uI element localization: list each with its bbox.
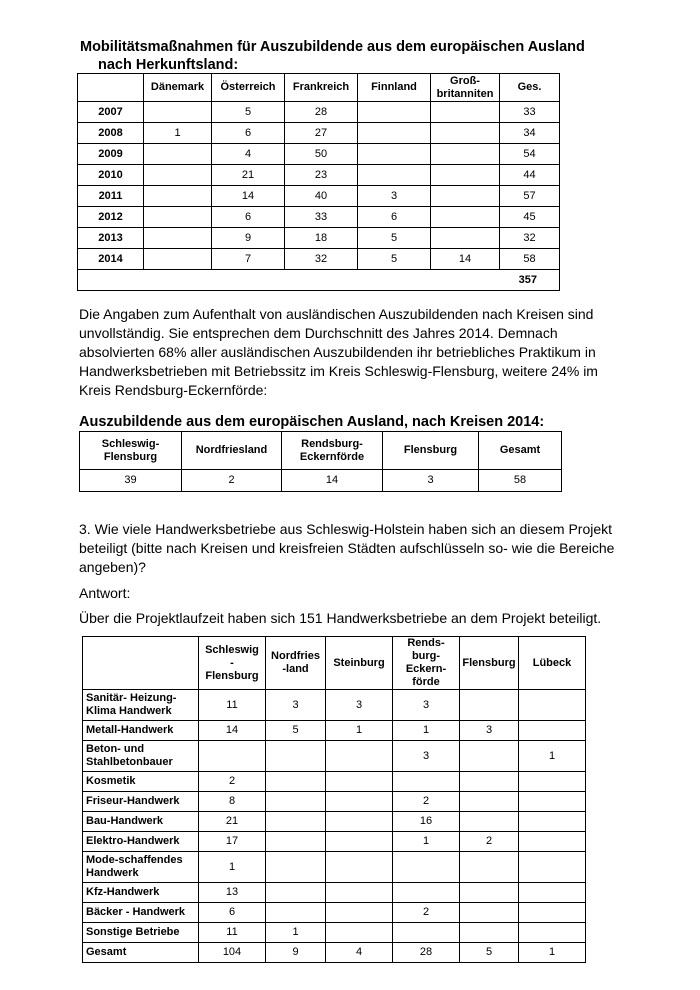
paragraph-foreign-apprentices: Die Angaben zum Aufenthalt von ausländischen Auszubildenden nach Kreisen sind unvollständig. Sie entsprechen dem Durchschnitt des Jahres 2014. Demnach absolvierten 68% aller ausländischen Auszubildenden ihr betriebliches Praktikum in Handwerksbetrieben mit Betriebssitz im Kreis Schleswig-Flensburg, weitere 24% im Kreis Rendsburg-Eckernförde: bbox=[79, 306, 598, 398]
count-cell: 54 bbox=[500, 144, 560, 165]
table-row bbox=[83, 690, 586, 721]
count-cell: 2 bbox=[199, 772, 266, 792]
trade-name-cell: Elektro-Handwerk bbox=[83, 832, 199, 852]
count-cell bbox=[431, 165, 500, 186]
count-cell bbox=[358, 123, 431, 144]
count-cell: 58 bbox=[500, 249, 560, 270]
table-row bbox=[83, 943, 586, 963]
count-cell: 50 bbox=[285, 144, 358, 165]
year-cell: 2014 bbox=[78, 249, 144, 270]
count-cell: 3 bbox=[393, 690, 460, 721]
table-row bbox=[78, 228, 560, 249]
district-value: 3 bbox=[383, 470, 479, 492]
count-cell: 14 bbox=[199, 721, 266, 741]
count-cell: 3 bbox=[393, 741, 460, 772]
trade-header bbox=[83, 637, 199, 690]
table-row bbox=[83, 792, 586, 812]
answer-text: Über die Projektlaufzeit haben sich 151 Handwerksbetriebe an dem Projekt beteiligt. bbox=[79, 610, 602, 626]
count-cell: 34 bbox=[500, 123, 560, 144]
count-cell: 21 bbox=[199, 812, 266, 832]
count-cell bbox=[460, 690, 519, 721]
table-row bbox=[78, 186, 560, 207]
count-cell bbox=[144, 102, 212, 123]
count-cell bbox=[266, 903, 326, 923]
count-cell: 1 bbox=[144, 123, 212, 144]
count-cell bbox=[393, 923, 460, 943]
count-cell bbox=[144, 144, 212, 165]
count-cell bbox=[460, 852, 519, 883]
count-cell: 40 bbox=[285, 186, 358, 207]
district-value: 39 bbox=[80, 470, 182, 492]
country-header bbox=[78, 74, 144, 102]
count-cell: 3 bbox=[326, 690, 393, 721]
count-cell bbox=[326, 852, 393, 883]
count-cell: 32 bbox=[500, 228, 560, 249]
count-cell: 11 bbox=[199, 690, 266, 721]
year-cell: 2012 bbox=[78, 207, 144, 228]
count-cell: 33 bbox=[285, 207, 358, 228]
count-cell: 1 bbox=[519, 741, 586, 772]
table-row bbox=[83, 852, 586, 883]
count-cell bbox=[358, 165, 431, 186]
count-cell bbox=[199, 741, 266, 772]
count-cell bbox=[393, 772, 460, 792]
count-cell bbox=[266, 832, 326, 852]
count-cell: 33 bbox=[500, 102, 560, 123]
table-row bbox=[78, 165, 560, 186]
count-cell bbox=[266, 741, 326, 772]
count-cell bbox=[519, 772, 586, 792]
trade-table bbox=[82, 636, 586, 963]
count-cell bbox=[460, 812, 519, 832]
count-cell: 3 bbox=[460, 721, 519, 741]
table-row bbox=[78, 249, 560, 270]
count-cell bbox=[519, 690, 586, 721]
country-table bbox=[77, 73, 560, 291]
trade-name-cell: Beton- und Stahlbetonbauer bbox=[83, 741, 199, 772]
trade-name-cell: Friseur-Handwerk bbox=[83, 792, 199, 812]
count-cell: 3 bbox=[358, 186, 431, 207]
table-row bbox=[83, 721, 586, 741]
trade-name-cell: Bau-Handwerk bbox=[83, 812, 199, 832]
country-header: Österreich bbox=[212, 74, 285, 102]
count-cell: 5 bbox=[358, 228, 431, 249]
trade-header: Steinburg bbox=[326, 637, 393, 690]
count-cell: 8 bbox=[199, 792, 266, 812]
trade-name-cell: Gesamt bbox=[83, 943, 199, 963]
trade-header: Lübeck bbox=[519, 637, 586, 690]
count-cell: 6 bbox=[358, 207, 431, 228]
count-cell: 23 bbox=[285, 165, 358, 186]
trade-name-cell: Kosmetik bbox=[83, 772, 199, 792]
count-cell bbox=[460, 772, 519, 792]
count-cell bbox=[460, 903, 519, 923]
year-cell: 2013 bbox=[78, 228, 144, 249]
count-cell bbox=[266, 792, 326, 812]
count-cell bbox=[393, 852, 460, 883]
count-cell bbox=[519, 832, 586, 852]
section1-title-line1: Mobilitätsmaßnahmen für Auszubildende aus dem europäischen Ausland bbox=[80, 39, 585, 55]
count-cell: 4 bbox=[212, 144, 285, 165]
count-cell: 16 bbox=[393, 812, 460, 832]
count-cell bbox=[266, 883, 326, 903]
district-value: 58 bbox=[479, 470, 562, 492]
count-cell: 3 bbox=[266, 690, 326, 721]
count-cell bbox=[519, 923, 586, 943]
count-cell bbox=[358, 144, 431, 165]
count-cell bbox=[326, 923, 393, 943]
count-cell: 17 bbox=[199, 832, 266, 852]
count-cell bbox=[266, 852, 326, 883]
count-cell bbox=[144, 186, 212, 207]
trade-name-cell: Bäcker - Handwerk bbox=[83, 903, 199, 923]
count-cell: 14 bbox=[212, 186, 285, 207]
grand-total: 357 bbox=[78, 270, 560, 291]
count-cell bbox=[326, 741, 393, 772]
count-cell: 18 bbox=[285, 228, 358, 249]
count-cell bbox=[358, 102, 431, 123]
district-header: Flensburg bbox=[383, 432, 479, 470]
count-cell: 2 bbox=[393, 792, 460, 812]
count-cell bbox=[460, 792, 519, 812]
year-cell: 2011 bbox=[78, 186, 144, 207]
district-header: Nordfriesland bbox=[182, 432, 282, 470]
count-cell bbox=[460, 741, 519, 772]
count-cell bbox=[519, 721, 586, 741]
district-value: 14 bbox=[282, 470, 383, 492]
count-cell bbox=[519, 812, 586, 832]
count-cell bbox=[460, 883, 519, 903]
count-cell bbox=[326, 772, 393, 792]
trade-header: Flensburg bbox=[460, 637, 519, 690]
year-cell: 2010 bbox=[78, 165, 144, 186]
count-cell: 45 bbox=[500, 207, 560, 228]
count-cell: 7 bbox=[212, 249, 285, 270]
count-cell: 32 bbox=[285, 249, 358, 270]
country-header: Ges. bbox=[500, 74, 560, 102]
count-cell: 9 bbox=[266, 943, 326, 963]
count-cell bbox=[431, 207, 500, 228]
count-cell bbox=[266, 812, 326, 832]
trade-name-cell: Metall-Handwerk bbox=[83, 721, 199, 741]
count-cell bbox=[326, 832, 393, 852]
count-cell bbox=[326, 903, 393, 923]
district-header: Rendsburg- Eckernförde bbox=[282, 432, 383, 470]
count-cell bbox=[431, 228, 500, 249]
count-cell: 13 bbox=[199, 883, 266, 903]
count-cell bbox=[431, 123, 500, 144]
count-cell: 1 bbox=[393, 832, 460, 852]
table-row bbox=[83, 923, 586, 943]
count-cell: 21 bbox=[212, 165, 285, 186]
table-row bbox=[83, 883, 586, 903]
count-cell bbox=[431, 144, 500, 165]
count-cell: 11 bbox=[199, 923, 266, 943]
count-cell bbox=[519, 883, 586, 903]
count-cell: 1 bbox=[393, 721, 460, 741]
district-table bbox=[79, 431, 562, 492]
count-cell bbox=[460, 923, 519, 943]
count-cell: 6 bbox=[212, 123, 285, 144]
trade-name-cell: Sanitär- Heizung- Klima Handwerk bbox=[83, 690, 199, 721]
count-cell: 27 bbox=[285, 123, 358, 144]
count-cell: 57 bbox=[500, 186, 560, 207]
count-cell: 28 bbox=[393, 943, 460, 963]
country-header: Groß- britanniten bbox=[431, 74, 500, 102]
country-header: Dänemark bbox=[144, 74, 212, 102]
table-row bbox=[78, 144, 560, 165]
count-cell: 28 bbox=[285, 102, 358, 123]
count-cell bbox=[144, 207, 212, 228]
count-cell: 5 bbox=[460, 943, 519, 963]
table-row bbox=[83, 812, 586, 832]
country-header: Frankreich bbox=[285, 74, 358, 102]
count-cell: 1 bbox=[199, 852, 266, 883]
count-cell bbox=[326, 883, 393, 903]
count-cell bbox=[326, 812, 393, 832]
count-cell bbox=[519, 903, 586, 923]
question-3: 3. Wie viele Handwerksbetriebe aus Schleswig-Holstein haben sich an diesem Projekt beteiligt (bitte nach Kreisen und kreisfreien Städten aufschlüsseln so- wie die Bereiche angeben)? bbox=[79, 521, 615, 575]
count-cell: 6 bbox=[212, 207, 285, 228]
year-cell: 2007 bbox=[78, 102, 144, 123]
table-row bbox=[78, 102, 560, 123]
count-cell: 44 bbox=[500, 165, 560, 186]
count-cell: 9 bbox=[212, 228, 285, 249]
section2-title: Auszubildende aus dem europäischen Ausland, nach Kreisen 2014: bbox=[79, 414, 545, 430]
count-cell: 5 bbox=[358, 249, 431, 270]
count-cell: 6 bbox=[199, 903, 266, 923]
section1-title-line2: nach Herkunftsland: bbox=[98, 57, 239, 73]
count-cell bbox=[144, 165, 212, 186]
trade-header: Nordfries -land bbox=[266, 637, 326, 690]
count-cell bbox=[431, 102, 500, 123]
count-cell bbox=[144, 249, 212, 270]
trade-header: Schleswig - Flensburg bbox=[199, 637, 266, 690]
count-cell bbox=[266, 772, 326, 792]
table-row bbox=[83, 741, 586, 772]
count-cell bbox=[144, 228, 212, 249]
table-row bbox=[78, 207, 560, 228]
count-cell bbox=[519, 852, 586, 883]
table-row bbox=[83, 832, 586, 852]
year-cell: 2008 bbox=[78, 123, 144, 144]
count-cell: 1 bbox=[326, 721, 393, 741]
table-row bbox=[78, 123, 560, 144]
count-cell: 104 bbox=[199, 943, 266, 963]
count-cell: 4 bbox=[326, 943, 393, 963]
count-cell bbox=[326, 792, 393, 812]
table-row bbox=[83, 903, 586, 923]
table-row bbox=[83, 772, 586, 792]
count-cell: 14 bbox=[431, 249, 500, 270]
count-cell: 5 bbox=[212, 102, 285, 123]
district-header: Gesamt bbox=[479, 432, 562, 470]
count-cell: 1 bbox=[266, 923, 326, 943]
trade-header: Rends- burg- Eckern- förde bbox=[393, 637, 460, 690]
district-header: Schleswig- Flensburg bbox=[80, 432, 182, 470]
count-cell: 1 bbox=[519, 943, 586, 963]
trade-name-cell: Kfz-Handwerk bbox=[83, 883, 199, 903]
count-cell: 2 bbox=[393, 903, 460, 923]
count-cell bbox=[393, 883, 460, 903]
count-cell bbox=[431, 186, 500, 207]
count-cell: 2 bbox=[460, 832, 519, 852]
count-cell bbox=[519, 792, 586, 812]
answer-label: Antwort: bbox=[79, 585, 131, 601]
country-header: Finnland bbox=[358, 74, 431, 102]
trade-name-cell: Sonstige Betriebe bbox=[83, 923, 199, 943]
district-value: 2 bbox=[182, 470, 282, 492]
count-cell: 5 bbox=[266, 721, 326, 741]
year-cell: 2009 bbox=[78, 144, 144, 165]
trade-name-cell: Mode-schaffendes Handwerk bbox=[83, 852, 199, 883]
